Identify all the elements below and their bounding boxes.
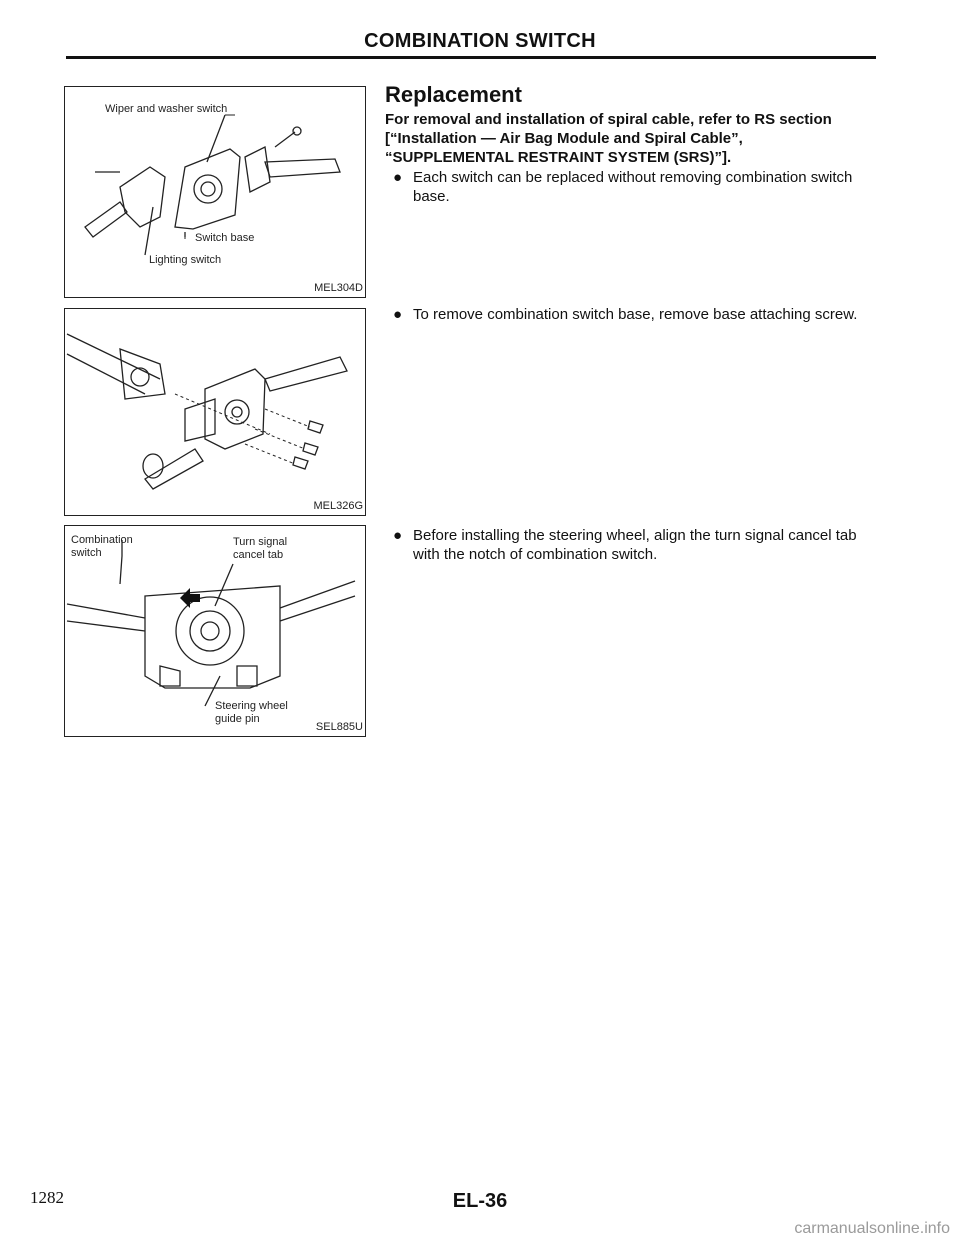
watermark: carmanualsonline.info [794,1220,950,1237]
page-header-title: COMBINATION SWITCH [364,30,596,52]
switch-base-screws-illustration [65,309,365,515]
label-steering-wheel-guide-pin: Steering wheel guide pin [215,700,288,725]
label-combination-switch: Combination switch [71,534,133,559]
page-code: EL-36 [452,1190,508,1212]
label-lighting-switch: Lighting switch [149,254,222,266]
header-rule [66,56,876,59]
bullet-text: To remove combination switch base, remove base attaching screw. [413,306,858,323]
bullet-text: Before installing the steering wheel, align the turn signal cancel tab with the notch of combination switch. [413,527,857,563]
figure-wiper-lighting-switch [64,86,366,298]
bullet-icon: ● [393,527,403,544]
figure-code: MEL304D [314,282,363,294]
label-wiper-washer-switch: Wiper and washer switch [105,103,228,115]
bullet-icon: ● [393,169,403,186]
section-heading: Replacement [385,82,522,107]
figure-turn-signal-cancel-tab [64,525,366,737]
intro-paragraph: For removal and installation of spiral cable, refer to RS section [“Installation — Air Bag Module and Spiral Cable”, “SUPPLEMENTAL RESTRAINT SYSTEM (SRS)”]. [385,111,832,166]
bullet-item [385,168,875,208]
arrow-icon [180,588,200,608]
page-number: 1282 [30,1188,64,1207]
bullet-item [385,526,875,566]
bullet-icon: ● [393,306,403,323]
bullet-item [385,305,875,345]
figure-code: SEL885U [315,721,363,733]
label-switch-base: Switch base [195,232,255,244]
label-turn-signal-cancel-tab: Turn signal cancel tab [233,536,288,561]
figure-switch-base-removal [64,308,366,516]
figure-code: MEL326G [313,500,363,512]
bullet-text: Each switch can be replaced without removing combination switch base. [413,169,853,205]
